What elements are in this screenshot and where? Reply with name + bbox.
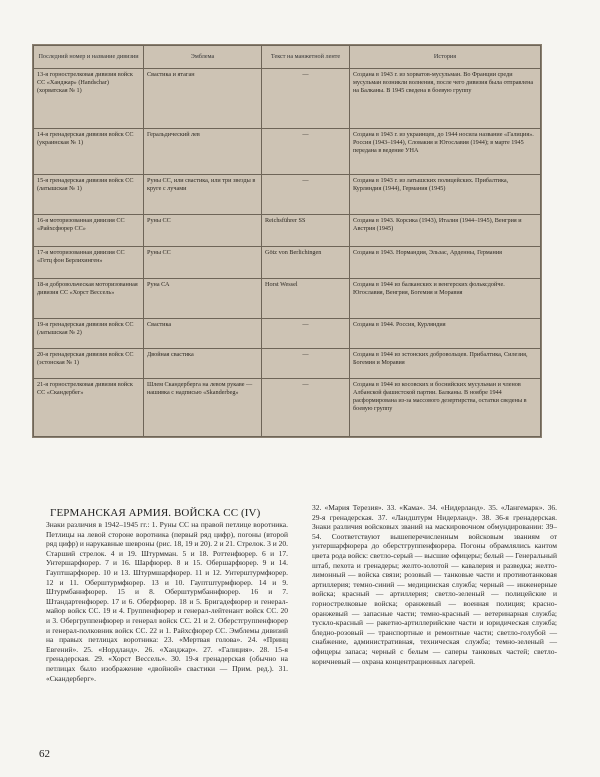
cell-emblem: Шлем Скандерберга на левом рукаве — нашивка с надписью «Skanderbeg» — [144, 379, 262, 437]
cell-division: 16-я моторизованная дивизия СС «Райхсфюрер СС» — [34, 215, 144, 247]
cell-cuff: — — [262, 319, 350, 349]
cell-cuff: Reichsführer SS — [262, 215, 350, 247]
text-column-right — [312, 503, 557, 666]
cell-division: 13-я горнострелковая дивизия войск СС «Ханджар» (Handschar) (хорватская № 1) — [34, 69, 144, 129]
cell-division: 14-я гренадерская дивизия войск СС (украинская № 1) — [34, 129, 144, 175]
header-division: Последний номер и название дивизии — [34, 46, 144, 69]
section-heading: ГЕРМАНСКАЯ АРМИЯ. ВОЙСКА СС (IV) — [50, 507, 261, 519]
cell-division: 15-я гренадерская дивизия войск СС (латышская № 1) — [34, 175, 144, 215]
cell-emblem: Геральдический лев — [144, 129, 262, 175]
cell-division: 18-я добровольческая моторизованная дивизия СС «Хорст Вессель» — [34, 279, 144, 319]
cell-cuff: — — [262, 349, 350, 379]
cell-history: Создана в 1943. Нормандия, Эльзас, Арденны, Германия — [350, 247, 541, 279]
cell-emblem: Руны СС — [144, 215, 262, 247]
table-row — [34, 175, 541, 215]
cell-emblem: Руны СС — [144, 247, 262, 279]
cell-division: 21-я горнострелковая дивизия войск СС «Скандербег» — [34, 379, 144, 437]
divisions-table-panel — [32, 44, 542, 438]
header-emblem: Эмблема — [144, 46, 262, 69]
cell-division: 20-я гренадерская дивизия войск СС (эстонская № 1) — [34, 349, 144, 379]
table-row — [34, 129, 541, 175]
cell-cuff: — — [262, 379, 350, 437]
cell-division: 19-я гренадерская дивизия войск СС (латышская № 2) — [34, 319, 144, 349]
table-row — [34, 215, 541, 247]
table-row — [34, 279, 541, 319]
page-number: 62 — [39, 748, 50, 760]
text-column-left — [46, 520, 288, 683]
left-column-text: Знаки различия в 1942–1945 гг.: 1. Руны СС на правой петлице воротника. Петлицы на левой стороне воротника (первый ряд цифр), погоны (второй ряд цифр) и нарукавные шевроны (рис. 18, 19 и 20). 2 и 21. Стрелок. 3 и 20. Старший стрелок. 4 и 19. Штурмман. 5 и 18. Роттенфюрер. 6 и 17. Унтершарфюрер. 7 и 16. Шарфюрер. 8 и 15. Обершарфюрер. 9 и 14. Гауптшарфюрер. 10 и 13. Штурмшарфюрер. 11 и 12. Унтерштурмфюрер. 12 и 11. Оберштурмфюрер. 13 и 10. Гауптштурмфюрер. 14 и 9. Штурмбаннфюрер. 15 и 8. Оберштурмбаннфюрер. 16 и 7. Штандартенфюрер. 17 и 6. Оберфюрер. 18 и 5. Бригадефюрер и генерал-майор войск СС. 19 и 4. Группенфюрер и генерал-лейтенант войск СС. 20 и 3. Обергруппенфюрер и генерал войск СС. 21 и 2. Оберстгруппенфюрер и генерал-полковник войск СС. 22 и 1. Райхсфюрер СС. Эмблемы дивизий на правых петлицах воротника: 23. «Мертвая голова». 24. «Принц Евгений». 25. «Нордланд». 26. «Ханджар». 27. «Галиция». 28. 15-я гренадерская. 29. «Хорст Вессель». 30. 19-я гренадерская (обычно на петлицах было изображение «двойной» свастики — Прим. ред.). 31. «Скандерберг». — [46, 520, 288, 683]
table-row — [34, 349, 541, 379]
right-column-text: 32. «Мария Терезия». 33. «Кама». 34. «Нидерланд». 35. «Лангемарк». 36. 29-я гренадерская. 37. «Ландштурм Нидерланд». 38. 36-я гренадерская. Знаки различия войсковых званий на маскировочном обмундировании: 39–54. Соответствуют вышеперечисленным войсковым званиям от унтершарфюрера до оберстгруппенфюрера. Погоны обрамлялись кантом цвета рода войск: светло-серый — высшие офицеры; белый — Генеральный штаб, пехота и гренадеры; желто-золотой — кавалерия и разведка; желто-лимонный — войска связи; розовый — танковые части и противотанковая артиллерия; темно-синий — медицинская служба; черный — инженерные войска; красный — артиллерия; светло-зеленый — полицейские и горнострелковые войска; оранжевый — военная полиция; красно-оранжевый — запасные части; темно-красный — ветеринарная служба; тускло-красный — ракетно-артиллерийские части и юридическая служба; бледно-розовый — транспортные и ремонтные части; светло-голубой — снабжение, административная, техническая служба; темно-зеленый — офицеры запаса; черный с белым — саперы танковых частей; светло-коричневый — охрана концентрационных лагерей. — [312, 503, 557, 666]
cell-cuff: — — [262, 175, 350, 215]
cell-history: Создана в 1943 г. из хорватов-мусульман. Во Франции среди мусульман возникли волнения, после чего дивизия была отправлена на Балканы. В 1945 сведена в боевую группу — [350, 69, 541, 129]
cell-cuff: Götz von Berlichingen — [262, 247, 350, 279]
header-history: История — [350, 46, 541, 69]
table-row — [34, 319, 541, 349]
table-row — [34, 69, 541, 129]
cell-cuff: — — [262, 129, 350, 175]
cell-history: Создана в 1944. Россия, Курляндия — [350, 319, 541, 349]
cell-history: Создана в 1944 из эстонских добровольцев. Прибалтика, Силезия, Богемия и Моравия — [350, 349, 541, 379]
cell-division: 17-я моторизованная дивизия СС «Гетц фон Берлихинген» — [34, 247, 144, 279]
cell-history: Создана в 1943 г. из латышских полицейских. Прибалтика, Курляндия (1944), Германия (1945) — [350, 175, 541, 215]
cell-history: Создана в 1943 г. из украинцев, до 1944 носила название «Галиция». Россия (1943–1944), Словакия и Югославия (1944); в марте 1945 передана в ведение УНА — [350, 129, 541, 175]
table-row — [34, 379, 541, 437]
cell-history: Создана в 1943. Корсика (1943), Италия (1944–1945), Венгрия и Австрия (1945) — [350, 215, 541, 247]
cell-history: Создана в 1944 из балканских и венгерских фольксдойче. Югославия, Венгрия, Богемия и Моравия — [350, 279, 541, 319]
divisions-table — [33, 45, 541, 437]
cell-cuff: — — [262, 69, 350, 129]
cell-emblem: Двойная свастика — [144, 349, 262, 379]
header-cuff-text: Текст на манжетной ленте — [262, 46, 350, 69]
cell-emblem: Руна СА — [144, 279, 262, 319]
table-header-row — [34, 46, 541, 69]
cell-cuff: Horst Wessel — [262, 279, 350, 319]
cell-emblem: Свастика и ятаган — [144, 69, 262, 129]
cell-emblem: Руны СС, или свастика, или три звезды в круге с лучами — [144, 175, 262, 215]
table-row — [34, 247, 541, 279]
cell-history: Создана в 1944 из косовских и боснийских мусульман и членов Албанской фашистской партии. Балканы. В ноябре 1944 расформирована из-за массового дезертирства, остатки сведены в боевую группу — [350, 379, 541, 437]
cell-emblem: Свастика — [144, 319, 262, 349]
